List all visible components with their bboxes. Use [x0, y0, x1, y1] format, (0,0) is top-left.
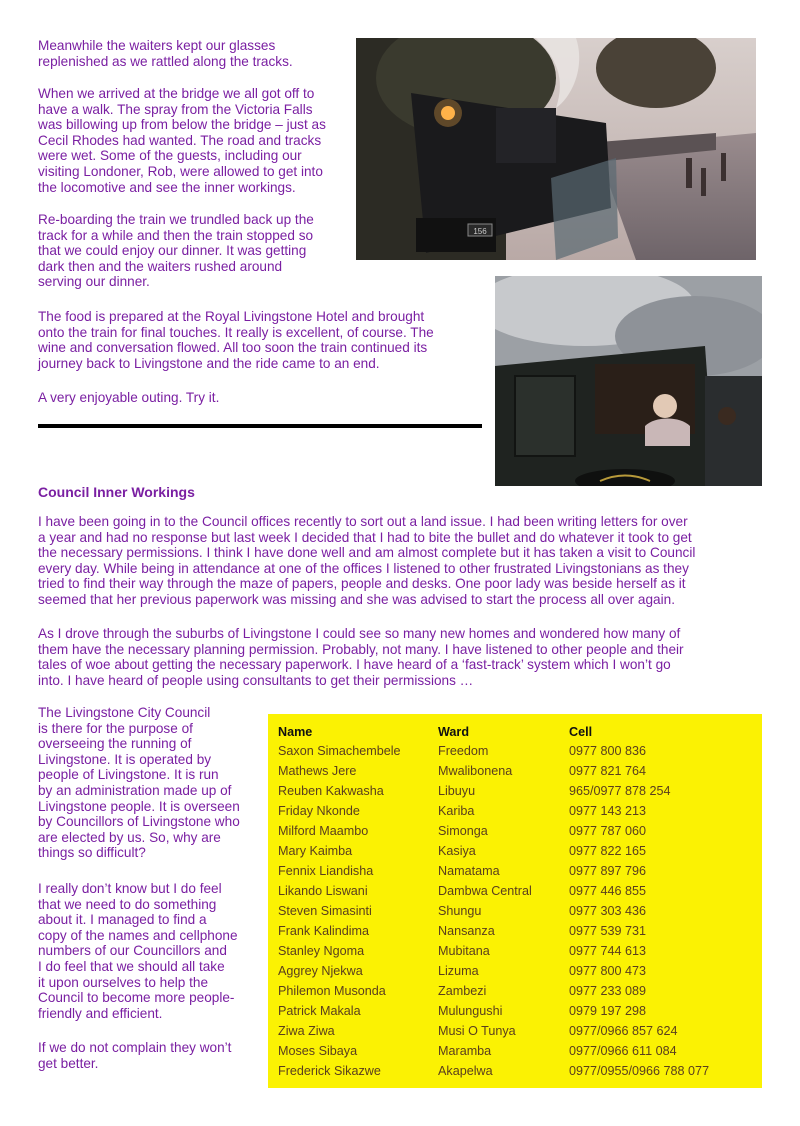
- steam-train-photo: [356, 38, 756, 260]
- cell-number: 0977 143 213: [569, 804, 647, 818]
- cell-number: 0977 539 731: [569, 924, 647, 938]
- ward-name: Akapelwa: [438, 1064, 493, 1078]
- ward-name: Nansanza: [438, 924, 495, 938]
- councillor-name: Moses Sibaya: [278, 1044, 358, 1058]
- cell-number: 0977 787 060: [569, 824, 647, 838]
- loco-number-plate: 156: [473, 227, 487, 236]
- cell-number: 0977/0966 611 084: [569, 1044, 677, 1058]
- ward-name: Shungu: [438, 904, 482, 918]
- table-row: [278, 981, 759, 1001]
- councillor-name: Likando Liswani: [278, 884, 368, 898]
- cell-number: 0977 822 165: [569, 844, 647, 858]
- councillor-name: Mathews Jere: [278, 764, 357, 778]
- article-paragraph-4: The food is prepared at the Royal Livingstone Hotel and brought onto the train for final touches. It really is excellent, of course. The wine and conversation flowed. All too soon the train continued its journey back to Livingstone and the ride came to an end.: [38, 309, 434, 371]
- cell-number: 0977 446 855: [569, 884, 647, 898]
- council-paragraph-2: As I drove through the suburbs of Livingstone I could see so many new homes and wondered how many of them have the necessary planning permission. Probably, not many. I have listened to other people and their tales of woe about getting the necessary paperwork. I have heard of a ‘fast-track’ system which I won’t go into. I have heard of people using consultants to get their permissions …: [38, 626, 684, 688]
- column-header-name: Name: [278, 724, 313, 739]
- council-paragraph-4: I really don’t know but I do feel that we need to do something about it. I managed to find a copy of the names and cellphone numbers of our Councillors and I do feel that we should all take it upon ourselves to help the Council to become more people- friendly and efficient.: [38, 881, 238, 1021]
- section-divider: [38, 424, 482, 428]
- table-row: [278, 961, 759, 981]
- councillor-name: Fennix Liandisha: [278, 864, 374, 878]
- cell-number: 0979 197 298: [569, 1004, 647, 1018]
- ward-name: Zambezi: [438, 984, 487, 998]
- councillor-name: Philemon Musonda: [278, 984, 386, 998]
- ward-name: Musi O Tunya: [438, 1024, 516, 1038]
- cell-number: 0977 744 613: [569, 944, 647, 958]
- cell-number: 0977 821 764: [569, 764, 647, 778]
- table-row: [278, 1001, 759, 1021]
- table-row: [278, 761, 759, 781]
- cell-number: 0977/0966 857 624: [569, 1024, 678, 1038]
- councillor-name: Saxon Simachembele: [278, 744, 401, 758]
- ward-name: Kasiya: [438, 844, 476, 858]
- table-row: [278, 1021, 759, 1041]
- councillors-table: [268, 714, 762, 1088]
- ward-name: Freedom: [438, 744, 489, 758]
- ward-name: Mubitana: [438, 944, 490, 958]
- table-row: [278, 921, 759, 941]
- table-row: [278, 801, 759, 821]
- cell-number: 0977 303 436: [569, 904, 647, 918]
- section-heading: Council Inner Workings: [38, 484, 195, 500]
- ward-name: Mwalibonena: [438, 764, 513, 778]
- column-header-cell: Cell: [569, 724, 593, 739]
- article-paragraph-2: When we arrived at the bridge we all got off to have a walk. The spray from the Victoria Falls was billowing up from below the bridge – just as Cecil Rhodes had wanted. The road and tracks were wet. Some of the guests, including our visiting Londoner, Rob, were allowed to get into the locomotive and see the inner workings.: [38, 86, 326, 195]
- table-row: [278, 881, 759, 901]
- table-row: [278, 1061, 759, 1081]
- councillor-name: Ziwa Ziwa: [278, 1024, 335, 1038]
- council-paragraph-3: The Livingstone City Council is there for the purpose of overseeing the running of Livingstone. It is operated by people of Livingstone. It is run by an administration made up of Livingstone people. It is overseen by Councillors of Livingstone who are elected by us. So, why are things so difficult?: [38, 705, 240, 861]
- cell-number: 965/0977 878 254: [569, 784, 671, 798]
- article-paragraph-1: Meanwhile the waiters kept our glasses replenished as we rattled along the tracks.: [38, 38, 293, 69]
- ward-name: Dambwa Central: [438, 884, 532, 898]
- ward-name: Kariba: [438, 804, 475, 818]
- councillor-name: Frank Kalindima: [278, 924, 369, 938]
- councillor-name: Mary Kaimba: [278, 844, 353, 858]
- table-row: [278, 941, 759, 961]
- article-paragraph-3: Re-boarding the train we trundled back up the track for a while and then the train stopped so that we could enjoy our dinner. It was getting dark then and the waiters rushed around serving our dinner.: [38, 212, 314, 290]
- cell-number: 0977 800 836: [569, 744, 647, 758]
- cell-number: 0977/0955/0966 788 077: [569, 1064, 710, 1078]
- ward-name: Mulungushi: [438, 1004, 503, 1018]
- councillor-name: Steven Simasinti: [278, 904, 372, 918]
- councillor-name: Milford Maambo: [278, 824, 369, 838]
- council-paragraph-1: I have been going in to the Council offices recently to sort out a land issue. I had been writing letters for over a year and had no response but last week I decided that I had to bite the bullet and do whatever it took to get the necessary permissions. I think I have done well and am almost complete but it has taken a visit to Council every day. While being in attendance at one of the offices I listened to other frustrated Livingstonians as they tried to find their way through the maze of papers, people and desks. One poor lady was beside herself as it seemed that her previous paperwork was missing and she was advised to start the process all over again.: [38, 514, 696, 607]
- councillor-name: Reuben Kakwasha: [278, 784, 384, 798]
- councillor-name: Patrick Makala: [278, 1004, 361, 1018]
- councillor-name: Aggrey Njekwa: [278, 964, 363, 978]
- ward-name: Simonga: [438, 824, 488, 838]
- column-header-ward: Ward: [438, 724, 470, 739]
- council-paragraph-5: If we do not complain they won’t get better.: [38, 1040, 232, 1071]
- table-row: [278, 841, 759, 861]
- ward-name: Namatama: [438, 864, 500, 878]
- cell-number: 0977 897 796: [569, 864, 647, 878]
- locomotive-cab-photo: [495, 276, 762, 486]
- table-header-row: [278, 722, 759, 741]
- ward-name: Lizuma: [438, 964, 479, 978]
- councillor-name: Frederick Sikazwe: [278, 1064, 381, 1078]
- cell-number: 0977 800 473: [569, 964, 647, 978]
- ward-name: Libuyu: [438, 784, 476, 798]
- table-row: [278, 781, 759, 801]
- table-row: [278, 861, 759, 881]
- table-row: [278, 821, 759, 841]
- cell-number: 0977 233 089: [569, 984, 647, 998]
- table-row: [278, 901, 759, 921]
- article-paragraph-5: A very enjoyable outing. Try it.: [38, 390, 220, 405]
- table-row: [278, 741, 759, 761]
- table-row: [278, 1041, 759, 1061]
- councillor-name: Stanley Ngoma: [278, 944, 365, 958]
- ward-name: Maramba: [438, 1044, 492, 1058]
- councillor-name: Friday Nkonde: [278, 804, 360, 818]
